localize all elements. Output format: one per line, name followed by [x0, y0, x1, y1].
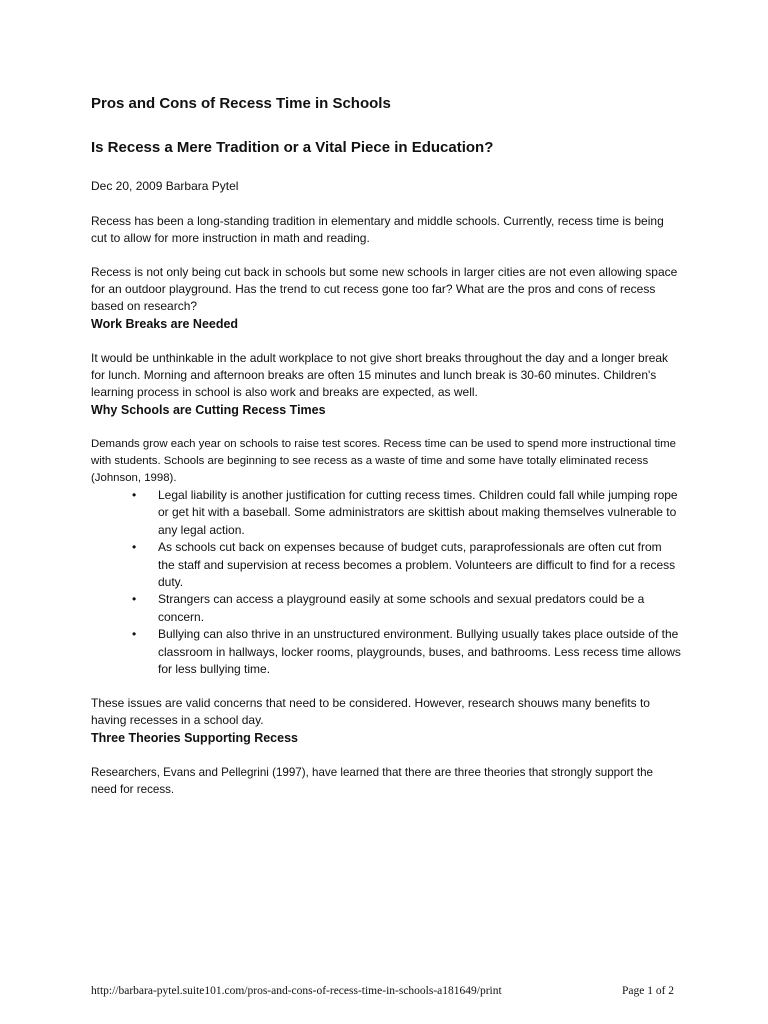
list-item — [91, 591, 681, 626]
bullet-icon: • — [132, 592, 137, 607]
section-paragraph: It would be unthinkable in the adult workplace to not give short breaks throughout the day and a longer break for lunch. Morning and afternoon breaks are often 15 minutes and lunch break is 30-60 minutes. Children's learning process in school is also work and breaks are expected, as well. — [91, 351, 669, 399]
section-heading-cutting-recess: Why Schools are Cutting Recess Times — [91, 403, 326, 417]
intro-paragraph: Recess is not only being cut back in schools but some new schools in larger cities are not even allowing space for an outdoor playground. Has the trend to cut recess gone too far? What are the pros and cons of recess based on research? — [91, 265, 678, 313]
article-subtitle: Is Recess a Mere Tradition or a Vital Piece in Education? — [91, 139, 494, 156]
bullet-icon: • — [132, 627, 137, 642]
article-byline: Dec 20, 2009 Barbara Pytel — [91, 179, 239, 193]
list-item-text: Bullying can also thrive in an unstructured environment. Bullying usually takes place outside of the classroom in hallways, locker rooms, playgrounds, buses, and bathrooms. Less recess time allows for less bullying time. — [158, 627, 681, 677]
bullet-icon: • — [132, 540, 137, 555]
footer-url: http://barbara-pytel.suite101.com/pros-and-cons-of-recess-time-in-schools-a181649/print — [91, 985, 502, 997]
section-heading-three-theories: Three Theories Supporting Recess — [91, 731, 298, 746]
article-body — [91, 94, 681, 798]
section-closing-paragraph: These issues are valid concerns that need to be considered. However, research shouws many benefits to having recesses in a school day. — [91, 696, 650, 728]
section-paragraph: Researchers, Evans and Pellegrini (1997), have learned that there are three theories that strongly support the need for recess. — [91, 766, 653, 797]
footer-page-number: Page 1 of 2 — [622, 985, 675, 997]
list-item — [91, 539, 681, 591]
list-item-text: As schools cut back on expenses because of budget cuts, paraprofessionals are often cut from the staff and supervision at recess becomes a problem. Volunteers are difficult to find for a recess duty. — [158, 540, 676, 590]
list-item-text: Legal liability is another justification for cutting recess times. Children could fall while jumping rope or get hit with a baseball. Some administrators are skittish about making themselves vulnerable to any legal action. — [158, 488, 678, 537]
intro-paragraph: Recess has been a long-standing tradition in elementary and middle schools. Currently, recess time is being cut to allow for more instruction in math and reading. — [91, 214, 664, 245]
section-paragraph: Demands grow each year on schools to raise test scores. Recess time can be used to spend more instructional time with students. Schools are beginning to see recess as a waste of time and some have totally eliminated recess (Johnson, 1998). — [91, 438, 676, 484]
bullet-icon: • — [132, 488, 137, 502]
list-item — [91, 487, 681, 539]
list-item-text: Strangers can access a playground easily at some schools and sexual predators could be a concern. — [158, 592, 645, 624]
list-item — [91, 626, 681, 678]
section-heading-work-breaks: Work Breaks are Needed — [91, 317, 239, 331]
bullet-list — [91, 487, 681, 678]
article-title: Pros and Cons of Recess Time in Schools — [91, 95, 391, 112]
